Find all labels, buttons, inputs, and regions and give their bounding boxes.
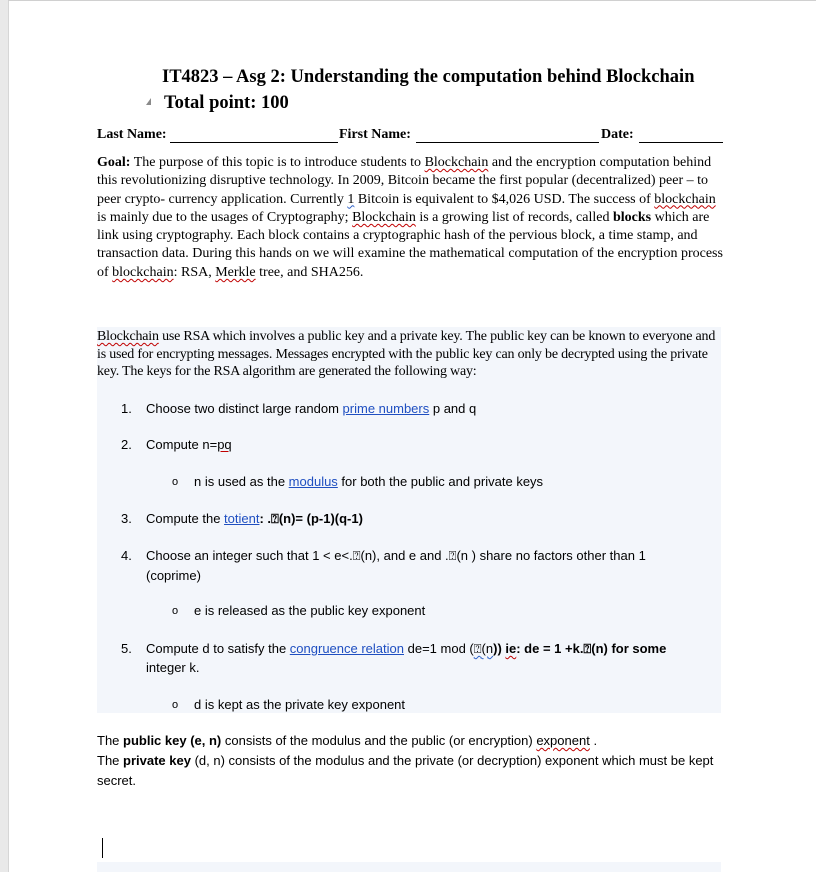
- document-title: IT4823 – Asg 2: Understanding the computation behind Blockchain: [162, 67, 695, 87]
- bullet-marker: o: [172, 699, 179, 711]
- step-3: Compute the totient: .⍰(n)= (p-1)(q-1): [146, 511, 363, 526]
- next-section-background: [97, 862, 721, 872]
- first-name-blank[interactable]: [416, 142, 599, 143]
- step-5-line-1: Compute d to satisfy the congruence relation de=1 mod (⍰(n)) ie: de = 1 +k.⍰(n) for some: [146, 641, 667, 656]
- prime-numbers-link[interactable]: prime numbers: [342, 401, 430, 416]
- public-key-line: The public key (e, n) consists of the modulus and the public (or encryption) exponent .: [97, 733, 598, 748]
- public-exponent-bullet: e is released as the public key exponent: [194, 603, 426, 618]
- bullet-marker: o: [172, 476, 179, 488]
- step-4-line-2: (coprime): [146, 568, 201, 583]
- step-4-line-1: Choose an integer such that 1 < e<.⍰(n), and e and .⍰(n ) share no factors other than 1: [146, 548, 646, 563]
- last-name-blank[interactable]: [170, 142, 338, 143]
- step-2-number: 2.: [121, 437, 132, 452]
- pq-link[interactable]: pq: [217, 437, 232, 452]
- step-2: Compute n=pq: [146, 437, 232, 452]
- modulus-link[interactable]: modulus: [288, 474, 338, 489]
- student-info-row: [97, 127, 727, 147]
- totient-link[interactable]: totient: [224, 511, 260, 526]
- step-4-number: 4.: [121, 548, 132, 563]
- private-key-line: The private key (d, n) consists of the modulus and the private (or decryption) exponent which must be kept secret.: [97, 753, 714, 788]
- date-blank[interactable]: [639, 142, 723, 143]
- date-label: Date:: [601, 127, 634, 142]
- step-3-number: 3.: [121, 511, 132, 526]
- last-name-label: Last Name:: [97, 127, 167, 142]
- private-exponent-bullet: d is kept as the private key exponent: [194, 697, 406, 712]
- bullet-marker: o: [172, 605, 179, 617]
- keys-paragraph: [97, 731, 727, 791]
- modulus-bullet: n is used as the modulus for both the public and private keys: [194, 474, 544, 489]
- step-5-number: 5.: [121, 641, 132, 656]
- total-points-heading: Total point: 100: [164, 93, 289, 113]
- first-name-label: First Name:: [339, 127, 411, 142]
- congruence-relation-link[interactable]: congruence relation: [289, 641, 404, 656]
- page-margin: [0, 0, 9, 872]
- text-cursor: [102, 838, 103, 858]
- collapse-heading-icon[interactable]: [146, 98, 151, 105]
- goal-paragraph: Goal: The purpose of this topic is to introduce students to Blockchain and the encryption computation behind this revolutionizing disruptive technology. In 2009, Bitcoin became the first popular (decentralized) peer – to peer crypto- currency application. Currently 1 Bitcoin is equivalent to $4,026 USD. The success of blockchain is mainly due to the usages of Cryptography; Blockchain is a growing list of records, called blocks which are link using cryptography. Each block contains a cryptographic hash of the pervious block, a time stamp, and transaction data. During this hands on we will examine the mathematical computation of the encryption process of blockchain: RSA, Merkle tree, and SHA256.: [97, 155, 723, 280]
- step-1: Choose two distinct large random prime numbers p and q: [146, 401, 477, 416]
- step-1-number: 1.: [121, 401, 132, 416]
- page-top-border: [8, 0, 816, 5]
- rsa-intro-paragraph: Blockchain use RSA which involves a public key and a private key. The public key can be known to everyone and is used for encrypting messages. Messages encrypted with the public key can only be decrypted using the private key. The keys for the RSA algorithm are generated the following way:: [97, 329, 716, 379]
- step-5-line-2: integer k.: [146, 660, 200, 675]
